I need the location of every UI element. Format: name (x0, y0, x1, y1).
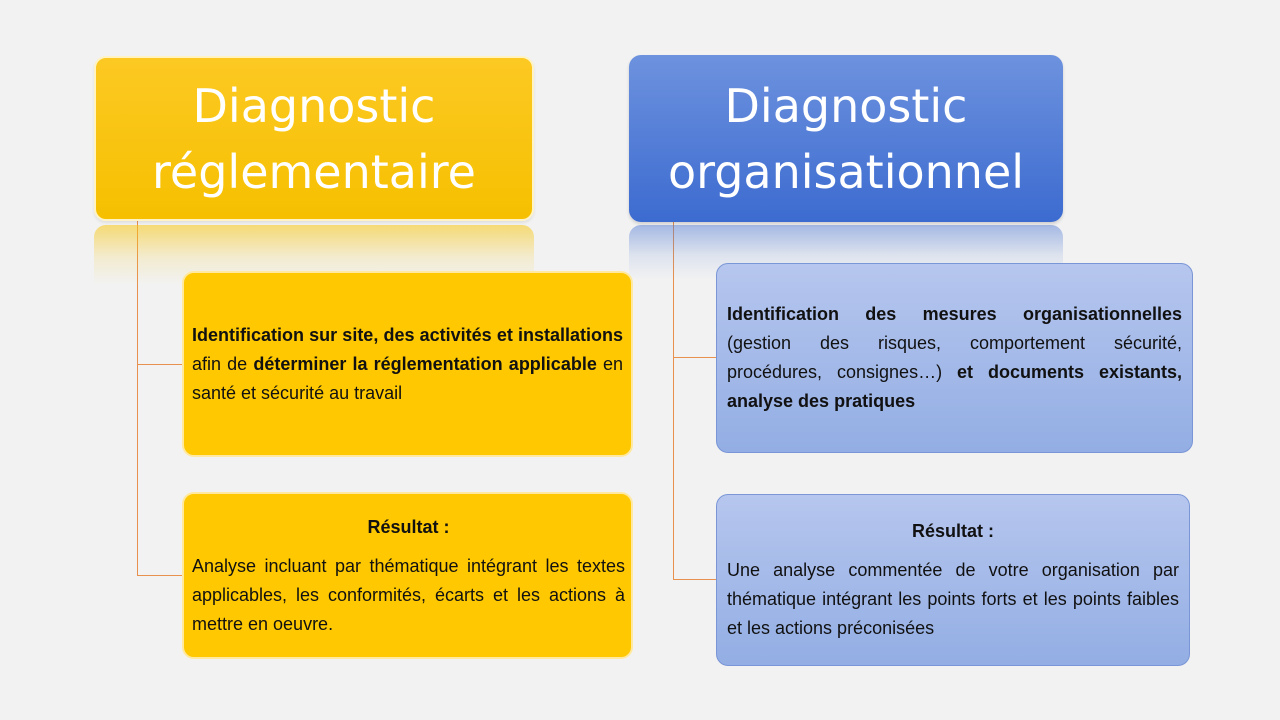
left-title-box (94, 56, 534, 221)
left-identification-text (192, 321, 623, 408)
right-identification-bold-1: Identification des mesures organisationnelles (727, 304, 1182, 324)
right-identification-regular-1: (gestion des risques, comportement sécurité, procédures, consignes…) (727, 333, 1182, 382)
right-result-box (716, 494, 1190, 666)
right-result-heading: Résultat : (911, 521, 994, 541)
left-connector-branch-1 (137, 364, 183, 365)
left-result-box (182, 492, 633, 659)
right-result-text: Une analyse commentée de votre organisation par thématique intégrant les points forts et les points faibles et les actions préconisées (727, 560, 1179, 638)
left-title-line1: Diagnostic (192, 78, 436, 133)
right-identification-box (716, 263, 1193, 453)
left-connector-branch-2 (137, 575, 183, 576)
right-title-line1: Diagnostic (724, 78, 968, 133)
left-identification-bold-1: Identification sur site, des activités et installations (192, 324, 623, 345)
right-title-box (629, 55, 1063, 222)
left-title-line2: réglementaire (152, 144, 476, 199)
left-identification-regular-1: afin de (192, 353, 254, 374)
right-connector-branch-1 (673, 357, 717, 358)
right-identification-text (727, 300, 1182, 416)
left-identification-bold-2: déterminer la réglementation applicable (253, 353, 597, 374)
right-identification-bold-2: et documents existants, analyse des pratiques (727, 362, 1183, 411)
left-result-text: Analyse incluant par thématique intégrant les textes applicables, les conformités, écarts et les actions à mettre en oeuvre. (192, 555, 625, 634)
left-result-heading: Résultat : (367, 516, 450, 537)
right-connector-branch-2 (673, 579, 717, 580)
right-title-line2: organisationnel (667, 144, 1025, 199)
left-identification-regular-2: en santé et sécurité au travail (192, 353, 624, 403)
left-identification-box (182, 271, 633, 457)
